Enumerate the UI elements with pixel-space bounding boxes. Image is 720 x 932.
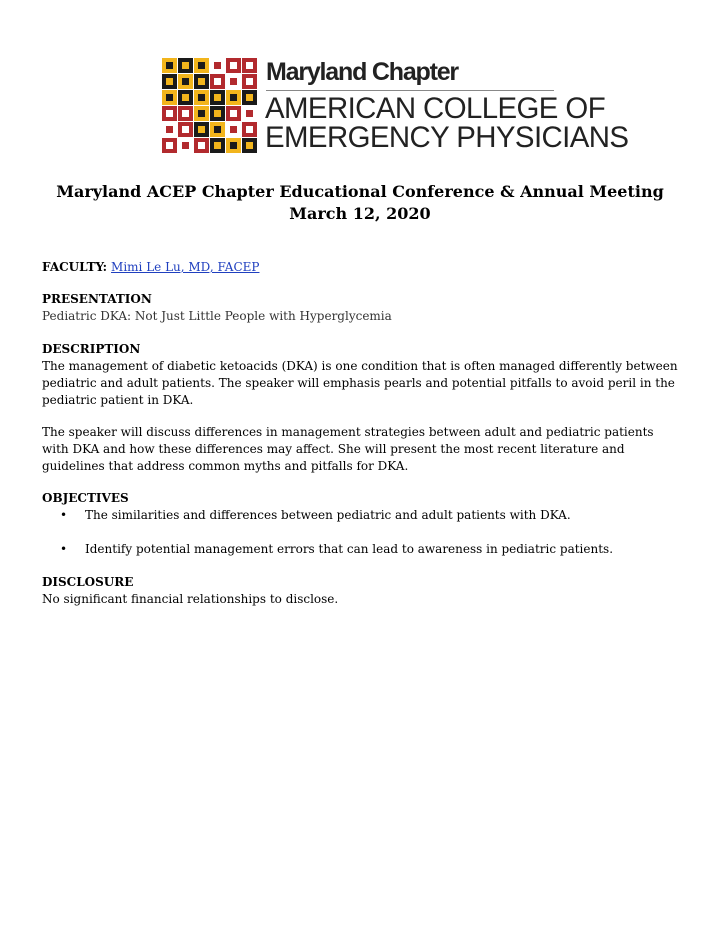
objective-text: Identify potential management errors that can lead to awareness in pediatric patients. [85, 542, 614, 556]
presentation-label: PRESENTATION [42, 292, 152, 306]
mosaic-tile-accent [198, 62, 205, 69]
mosaic-tile-accent [230, 110, 237, 117]
maryland-acep-logo [162, 58, 629, 158]
mosaic-tile-accent [246, 78, 253, 85]
mosaic-tile-accent [182, 78, 189, 85]
disclosure-section [42, 574, 682, 608]
mosaic-tile-accent [246, 142, 253, 149]
presentation-section [42, 291, 682, 325]
faculty-section [42, 258, 682, 276]
mosaic-tile-accent [214, 94, 221, 101]
objectives-section [42, 490, 682, 558]
mosaic-tile-accent [166, 142, 173, 149]
conference-date: March 12, 2020 [289, 204, 431, 223]
mosaic-tile-accent [214, 78, 221, 85]
objective-item [42, 541, 682, 558]
objectives-list [42, 507, 682, 558]
mosaic-tile-accent [230, 78, 237, 85]
description-paragraph-2: The speaker will discuss differences in management strategies between adult and pediatric patients with DKA and how these differences may affect. She will present the most recent literature and guidelines that address common myths and pitfalls for DKA. [42, 425, 654, 473]
objective-item [42, 507, 682, 524]
description-section [42, 341, 682, 409]
presentation-title: Pediatric DKA: Not Just Little People with Hyperglycemia [42, 309, 392, 323]
mosaic-tile-accent [166, 78, 173, 85]
mosaic-tile-accent [246, 62, 253, 69]
objectives-label: OBJECTIVES [42, 491, 129, 505]
mosaic-tile-accent [230, 142, 237, 149]
mosaic-tile-accent [214, 110, 221, 117]
logo-org-line-1: AMERICAN COLLEGE OF [265, 92, 606, 125]
mosaic-tile-accent [166, 110, 173, 117]
mosaic-tile-accent [246, 94, 253, 101]
mosaic-tile-accent [166, 62, 173, 69]
description-paragraph-1: The management of diabetic ketoacids (DKA) is one condition that is often managed differently between pediatric and adult patients. The speaker will emphasis pearls and potential pitfalls to avoid peril in the pediatric patient in DKA. [42, 359, 678, 407]
disclosure-label: DISCLOSURE [42, 575, 134, 589]
mosaic-tile-accent [214, 126, 221, 133]
description-label: DESCRIPTION [42, 342, 141, 356]
mosaic-tile-accent [198, 142, 205, 149]
bullet-icon: • [60, 542, 68, 556]
description-section-2 [42, 424, 682, 475]
mosaic-tile-accent [166, 126, 173, 133]
mosaic-tile-accent [230, 94, 237, 101]
mosaic-tile-accent [198, 78, 205, 85]
maryland-flag-mosaic-icon [162, 58, 258, 154]
mosaic-tile-accent [246, 126, 253, 133]
mosaic-tile-accent [166, 94, 173, 101]
conference-title: Maryland ACEP Chapter Educational Conference & Annual Meeting [56, 182, 664, 201]
faculty-name-link[interactable]: Mimi Le Lu, MD, FACEP [111, 260, 260, 274]
mosaic-tile-accent [230, 62, 237, 69]
mosaic-tile-accent [246, 110, 253, 117]
logo-divider [266, 90, 554, 91]
mosaic-tile-accent [182, 142, 189, 149]
mosaic-tile-accent [198, 94, 205, 101]
bullet-icon: • [60, 508, 68, 522]
mosaic-tile-accent [182, 94, 189, 101]
mosaic-tile-accent [198, 126, 205, 133]
objective-text: The similarities and differences between pediatric and adult patients with DKA. [85, 508, 571, 522]
logo-chapter-name: Maryland Chapter [266, 58, 458, 86]
mosaic-tile-accent [182, 126, 189, 133]
logo-org-line-2: EMERGENCY PHYSICIANS [265, 121, 629, 154]
faculty-label: FACULTY: [42, 260, 108, 274]
disclosure-text: No significant financial relationships to disclose. [42, 592, 339, 606]
mosaic-tile-accent [198, 110, 205, 117]
mosaic-tile-accent [182, 62, 189, 69]
mosaic-tile-accent [214, 62, 221, 69]
mosaic-tile-accent [230, 126, 237, 133]
mosaic-tile-accent [182, 110, 189, 117]
mosaic-tile-accent [214, 142, 221, 149]
